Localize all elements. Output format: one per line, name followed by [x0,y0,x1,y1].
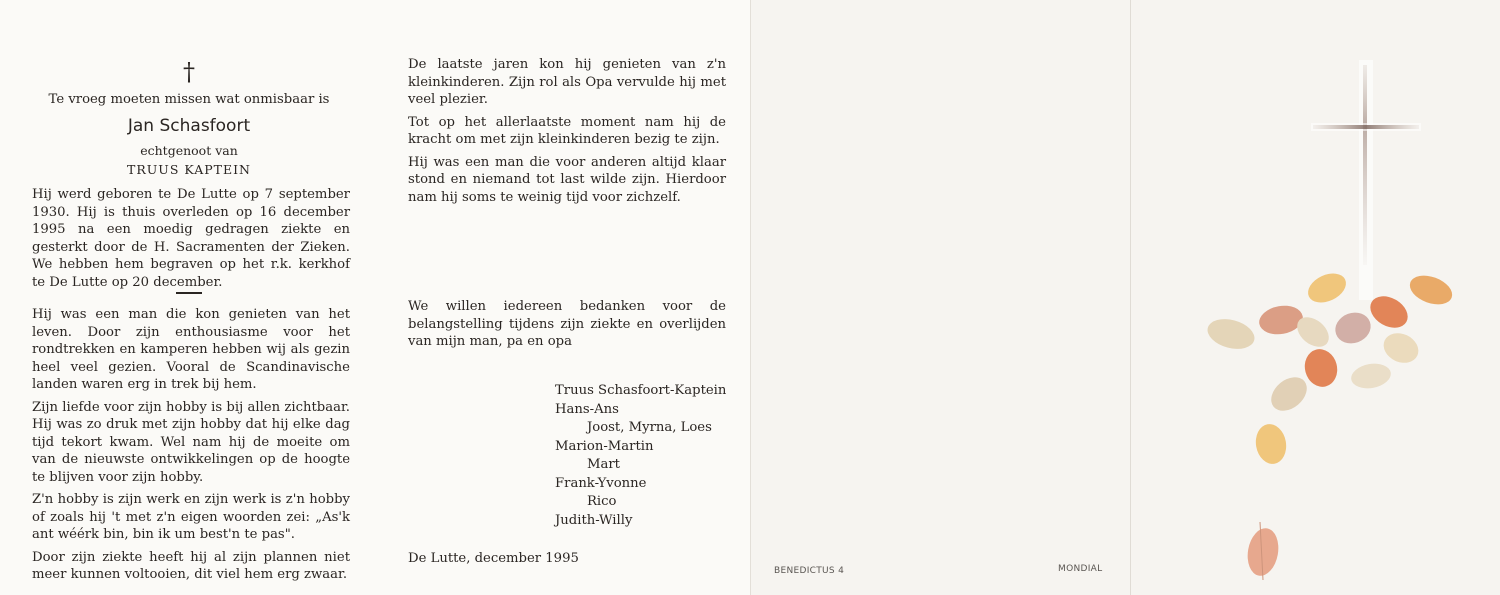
signature-name: Judith-Willy [555,512,633,528]
spouse-name: TRUUS KAPTEIN [127,162,251,177]
life-paragraph: Zijn liefde voor zijn hobby is bij allen zichtbaar. Hij was zo druk met zijn hobby dat hij elke dag tijd tekort kwam. Wel nam hij de moeite om van de nieuwste ontwikkelingen op de hoogte te blijven voor zijn hobby. [32,399,350,485]
spouse-prefix: echtgenoot van [140,143,238,158]
falling-leaves-icon [1204,268,1456,580]
memory-paragraph: De laatste jaren kon hij genieten van z'n kleinkinderen. Zijn rol als Opa vervulde hij met veel plezier. [408,57,726,107]
life-paragraph: Door zijn ziekte heeft hij al zijn plannen niet meer kunnen voltooien, dit viel hem erg zwaar. [32,549,350,582]
grandchildren-names: Rico [587,494,617,509]
inside-right-panel [378,0,750,595]
memory-paragraph: Hij was een man die voor anderen altijd klaar stond en niemand tot last wilde zijn. Hierdoor nam hij soms te weinig tijd voor zichzelf. [408,154,726,205]
signature-block [555,382,726,530]
thanks-paragraph [408,298,726,356]
life-paragraphs [32,306,350,589]
grandchildren-names: Joost, Myrna, Loes [587,420,712,435]
thanks-text: We willen iedereen bedanken voor de belangstelling tijdens zijn ziekte en overlijden van mijn man, pa en opa [408,299,726,349]
print-code-left: BENEDICTUS 4 [774,566,845,576]
memory-paragraph: Tot op het allerlaatste moment nam hij de kracht om met zijn kleinkinderen bezig te zijn. [408,114,726,147]
signature-name: Frank-Yvonne [555,475,647,491]
life-paragraph: Hij was een man die kon genieten van het leven. Door zijn enthousiasme voor het rondtrekken en kamperen hebben wij als gezin heel veel gezien. Vooral de Scandinavische landen waren erg in trek bij hem. [32,307,350,392]
bio-text: Hij werd geboren te De Lutte op 7 september 1930. Hij is thuis overleden op 16 december 1995 na een moedig gedragen ziekte en gesterkt door de H. Sacramenten der Zieken. We hebben hem begraven op het r.k. kerkhof te De Lutte op 20 december. [32,187,350,290]
cover-illustration [1131,0,1500,595]
cover-panel [1130,0,1500,595]
cross-icon [1311,60,1421,300]
back-panel [750,0,1131,595]
inside-left-panel [0,0,379,595]
print-code-right: MONDIAL [1058,564,1103,574]
life-paragraph: Z'n hobby is zijn werk en zijn werk is z'n hobby of zoals hij 't met z'n eigen woorden zei: „As'k ant wéérk bin, bin ik um best'n te pas". [32,492,350,542]
place-date: De Lutte, december 1995 [408,551,579,566]
divider [176,292,202,294]
signature-name: Marion-Martin [555,438,654,454]
grandchildren-paragraphs [408,56,726,211]
intro-line: Te vroeg moeten missen wat onmisbaar is [48,92,330,107]
bio-paragraph [32,186,350,296]
grandchildren-names: Mart [587,457,620,472]
signature-name: Hans-Ans [555,401,619,417]
signature-name: Truus Schasfoort-Kaptein [555,383,727,398]
cross-symbol: † [183,58,195,86]
deceased-name: Jan Schasfoort [127,116,251,136]
